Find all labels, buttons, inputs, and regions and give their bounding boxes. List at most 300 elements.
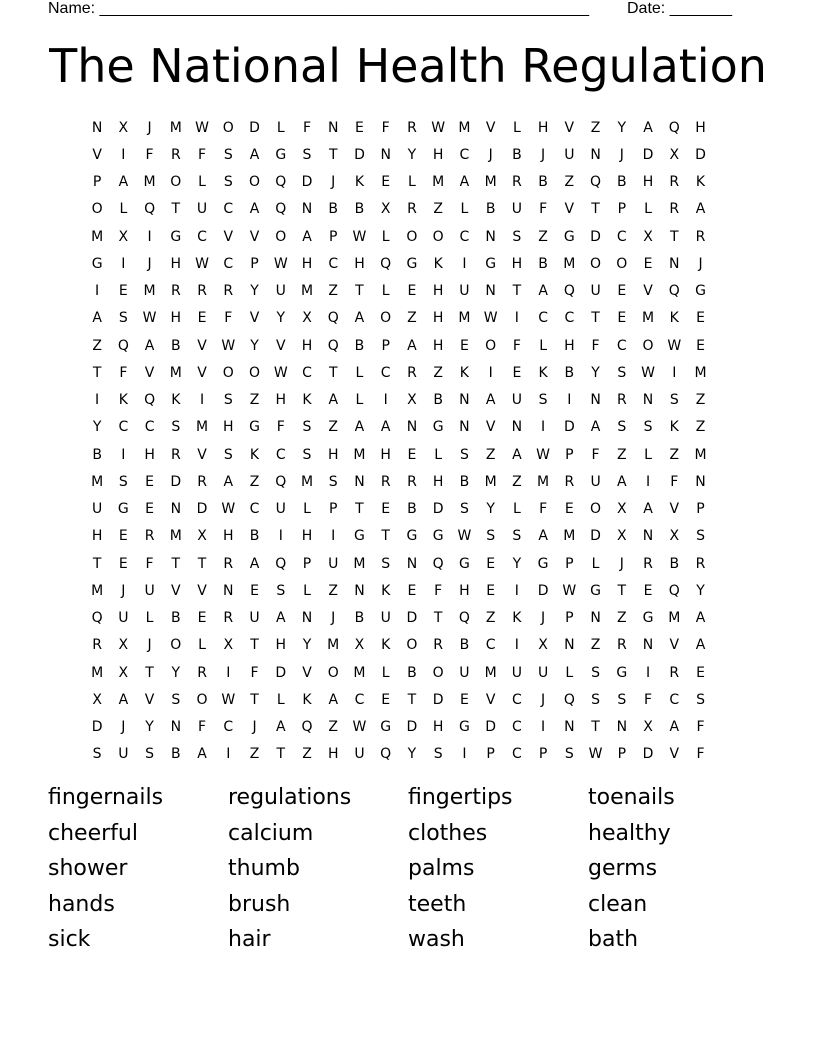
grid-letter: G [458, 555, 470, 572]
grid-letter: T [407, 691, 417, 708]
word-item: regulations [228, 785, 352, 811]
grid-letter: E [118, 283, 128, 300]
grid-letter: K [302, 691, 312, 708]
grid-letter: Y [302, 637, 312, 654]
grid-letter: W [483, 310, 498, 327]
grid-letter: C [485, 637, 496, 654]
grid-letter: C [144, 419, 155, 436]
grid-letter: K [512, 610, 522, 627]
grid-letter: D [406, 719, 418, 736]
grid-letter: H [223, 419, 234, 436]
grid-row [84, 468, 740, 495]
grid-letter: U [354, 746, 365, 763]
grid-letter: H [301, 255, 313, 272]
grid-letter: X [538, 637, 548, 654]
grid-letter: U [511, 392, 522, 409]
grid-letter: S [617, 691, 627, 708]
grid-letter: X [354, 637, 365, 654]
grid-letter: R [197, 664, 207, 681]
grid-letter: P [538, 746, 548, 763]
grid-letter: I [567, 392, 572, 409]
grid-letter: B [669, 555, 680, 572]
grid-letter: H [537, 119, 549, 136]
grid-letter: L [512, 119, 521, 136]
grid-letter: H [223, 528, 234, 545]
grid-letter: D [196, 501, 208, 518]
grid-letter: S [302, 419, 312, 436]
grid-row [84, 169, 740, 196]
grid-letter: Y [512, 555, 522, 572]
grid-letter: H [327, 746, 339, 763]
grid-letter: O [406, 637, 418, 654]
grid-letter: O [170, 174, 182, 191]
grid-letter: J [147, 119, 152, 136]
grid-letter: O [275, 228, 287, 245]
grid-letter: R [616, 392, 627, 409]
grid-letter: X [669, 528, 680, 545]
grid-letter: Z [590, 637, 601, 654]
grid-letter: A [512, 446, 522, 463]
grid-row [84, 332, 740, 359]
grid-letter: C [511, 719, 522, 736]
grid-row [84, 414, 740, 441]
grid-letter: X [669, 146, 680, 163]
grid-letter: O [616, 255, 628, 272]
grid-letter: M [484, 473, 497, 490]
grid-letter: E [617, 283, 627, 300]
grid-letter: W [431, 119, 446, 136]
grid-letter: D [354, 146, 365, 163]
grid-letter: A [275, 610, 286, 627]
grid-row [84, 632, 740, 659]
grid-letter: I [121, 446, 126, 463]
grid-letter: Z [249, 392, 260, 409]
grid-letter: T [250, 637, 259, 654]
grid-letter: W [273, 364, 288, 381]
grid-letter: F [198, 719, 207, 736]
grid-letter: V [302, 664, 312, 681]
grid-letter: J [121, 719, 126, 736]
grid-letter: D [432, 501, 444, 518]
grid-letter: I [645, 664, 651, 681]
grid-letter: U [328, 555, 339, 572]
grid-letter: R [223, 610, 234, 627]
grid-letter: G [432, 419, 444, 436]
word-row [48, 780, 768, 816]
word-item: thumb [228, 856, 300, 882]
grid-letter: E [145, 501, 155, 518]
grid-letter: K [171, 392, 181, 409]
grid-letter: S [118, 473, 128, 490]
grid-letter: S [223, 174, 233, 191]
grid-row [84, 550, 740, 577]
grid-letter: W [195, 119, 209, 136]
grid-letter: Y [486, 501, 495, 518]
grid-letter: C [669, 691, 680, 708]
grid-letter: V [144, 691, 155, 708]
grid-letter: S [459, 446, 469, 463]
grid-letter: T [276, 746, 286, 763]
grid-letter: B [354, 610, 365, 627]
grid-letter: R [512, 174, 522, 191]
grid-letter: N [406, 419, 418, 436]
grid-letter: Q [275, 174, 287, 191]
grid-letter: U [511, 201, 522, 218]
grid-letter: S [512, 228, 522, 245]
grid-letter: A [354, 310, 365, 327]
grid-letter: D [432, 691, 444, 708]
grid-letter: O [249, 364, 261, 381]
grid-letter: X [118, 637, 129, 654]
grid-letter: C [223, 255, 234, 272]
grid-letter: Y [276, 310, 286, 327]
grid-letter: I [95, 283, 100, 300]
grid-letter: N [564, 637, 575, 654]
grid-letter: Z [617, 446, 627, 463]
grid-letter: A [118, 174, 129, 191]
grid-letter: I [514, 637, 519, 654]
grid-letter: T [381, 528, 390, 545]
grid-letter: E [696, 664, 705, 681]
grid-letter: N [170, 501, 182, 518]
grid-letter: V [249, 228, 260, 245]
grid-letter: Z [669, 446, 680, 463]
word-item: fingernails [48, 785, 164, 811]
grid-letter: V [197, 582, 207, 599]
grid-letter: H [432, 337, 444, 354]
grid-letter: R [170, 283, 181, 300]
grid-letter: X [643, 228, 653, 245]
grid-letter: E [696, 337, 705, 354]
grid-letter: S [223, 392, 233, 409]
grid-letter: E [564, 501, 574, 518]
grid-letter: D [642, 146, 654, 163]
grid-letter: J [488, 146, 493, 163]
grid-letter: A [249, 201, 260, 218]
grid-row [84, 686, 740, 713]
grid-letter: F [302, 119, 312, 136]
grid-letter: U [196, 201, 208, 218]
grid-letter: S [118, 310, 128, 327]
grid-letter: V [485, 691, 496, 708]
grid-letter: Q [327, 337, 339, 354]
grid-letter: N [564, 719, 575, 736]
grid-letter: M [537, 473, 550, 490]
grid-letter: I [383, 392, 388, 409]
grid-letter: E [197, 310, 207, 327]
grid-letter: M [458, 310, 471, 327]
grid-letter: E [407, 283, 417, 300]
grid-letter: A [459, 174, 470, 191]
grid-letter: I [121, 255, 126, 272]
grid-letter: S [171, 691, 181, 708]
grid-letter: R [407, 473, 417, 490]
grid-letter: G [485, 255, 497, 272]
grid-letter: G [616, 664, 628, 681]
grid-letter: L [145, 610, 154, 627]
grid-letter: M [143, 283, 156, 300]
grid-letter: V [643, 283, 653, 300]
word-item: toenails [588, 785, 675, 811]
grid-letter: Z [328, 419, 339, 436]
grid-letter: E [407, 582, 417, 599]
grid-letter: U [564, 146, 575, 163]
word-row [48, 816, 768, 852]
grid-letter: I [514, 310, 519, 327]
grid-letter: N [590, 392, 601, 409]
word-row [48, 851, 768, 887]
grid-letter: B [171, 337, 181, 354]
grid-letter: H [301, 337, 313, 354]
grid-letter: A [249, 146, 260, 163]
grid-letter: N [590, 610, 601, 627]
grid-letter: G [537, 555, 549, 572]
grid-letter: I [95, 392, 100, 409]
grid-letter: R [407, 119, 417, 136]
grid-letter: L [303, 582, 311, 599]
grid-letter: T [92, 364, 102, 381]
grid-letter: W [221, 691, 236, 708]
grid-letter: H [275, 392, 287, 409]
grid-letter: L [539, 337, 547, 354]
grid-letter: I [645, 473, 651, 490]
grid-letter: Z [433, 201, 443, 218]
grid-letter: F [670, 473, 679, 490]
grid-letter: E [643, 255, 653, 272]
grid-letter: L [460, 201, 469, 218]
grid-letter: Z [328, 719, 339, 736]
grid-letter: M [300, 283, 314, 300]
grid-letter: L [434, 446, 443, 463]
grid-letter: E [643, 582, 653, 599]
grid-letter: Y [250, 337, 259, 354]
grid-letter: R [170, 146, 181, 163]
grid-letter: V [92, 146, 102, 163]
grid-letter: J [331, 610, 336, 627]
grid-letter: H [170, 310, 182, 327]
grid-letter: H [91, 528, 103, 545]
grid-letter: W [195, 255, 209, 272]
grid-row [84, 141, 740, 168]
grid-letter: W [457, 528, 472, 545]
grid-letter: S [538, 392, 548, 409]
grid-row [84, 250, 740, 277]
grid-letter: A [695, 201, 706, 218]
grid-letter: O [380, 310, 392, 327]
grid-letter: Q [275, 473, 287, 490]
grid-letter: V [564, 201, 575, 218]
grid-letter: B [485, 201, 496, 218]
grid-letter: K [381, 582, 391, 599]
grid-letter: Z [328, 582, 339, 599]
grid-row [84, 114, 740, 141]
word-item: hair [228, 927, 271, 953]
grid-letter: N [511, 419, 523, 436]
grid-letter: I [462, 255, 467, 272]
grid-letter: L [381, 664, 390, 681]
word-item: healthy [588, 820, 671, 846]
grid-letter: X [380, 201, 391, 218]
word-item: brush [228, 891, 291, 917]
grid-letter: X [118, 119, 129, 136]
grid-letter: N [642, 392, 654, 409]
grid-letter: A [643, 119, 653, 136]
grid-row [84, 714, 740, 741]
grid-letter: C [118, 419, 129, 436]
grid-letter: C [380, 364, 391, 381]
grid-letter: N [354, 582, 365, 599]
grid-letter: L [198, 637, 206, 654]
grid-letter: W [641, 364, 655, 381]
grid-letter: J [147, 255, 152, 272]
grid-letter: M [353, 446, 366, 463]
grid-letter: V [171, 582, 181, 599]
grid-letter: F [119, 364, 128, 381]
grid-letter: G [590, 582, 601, 599]
grid-letter: L [355, 392, 364, 409]
grid-letter: M [91, 228, 104, 245]
grid-letter: O [170, 637, 182, 654]
grid-letter: G [458, 719, 470, 736]
grid-letter: P [329, 228, 338, 245]
grid-row [84, 387, 740, 414]
grid-letter: F [591, 337, 600, 354]
grid-letter: U [511, 664, 522, 681]
grid-row [84, 605, 740, 632]
grid-letter: V [669, 637, 680, 654]
grid-letter: A [249, 555, 260, 572]
grid-letter: U [459, 664, 470, 681]
grid-letter: I [121, 146, 126, 163]
grid-letter: R [92, 637, 102, 654]
grid-letter: O [222, 364, 234, 381]
grid-letter: V [485, 419, 496, 436]
grid-letter: D [170, 473, 182, 490]
grid-letter: K [459, 364, 469, 381]
grid-letter: K [381, 637, 391, 654]
date-field-label: Date: _______ [627, 0, 732, 17]
grid-letter: M [432, 174, 445, 191]
grid-letter: W [221, 337, 236, 354]
grid-letter: D [91, 719, 103, 736]
grid-letter: Z [249, 746, 260, 763]
grid-letter: L [512, 501, 521, 518]
grid-row [84, 223, 740, 250]
grid-letter: N [669, 255, 680, 272]
grid-letter: Z [590, 119, 601, 136]
grid-letter: T [328, 364, 338, 381]
grid-letter: C [511, 691, 522, 708]
grid-letter: L [565, 664, 574, 681]
grid-letter: E [459, 337, 469, 354]
grid-letter: F [381, 119, 390, 136]
grid-letter: M [563, 528, 576, 545]
grid-letter: V [669, 746, 680, 763]
grid-letter: T [355, 283, 364, 300]
page-title: The National Health Regulation [49, 39, 767, 93]
grid-letter: M [353, 555, 366, 572]
grid-letter: R [695, 228, 706, 245]
grid-letter: S [591, 664, 601, 681]
grid-letter: H [327, 446, 339, 463]
grid-letter: T [328, 146, 338, 163]
grid-letter: A [118, 691, 129, 708]
grid-letter: Q [590, 174, 602, 191]
grid-letter: U [118, 746, 129, 763]
grid-letter: L [408, 174, 416, 191]
grid-letter: H [275, 637, 287, 654]
grid-letter: R [433, 637, 444, 654]
grid-letter: N [91, 119, 103, 136]
grid-letter: M [91, 664, 104, 681]
grid-letter: F [224, 310, 233, 327]
grid-letter: K [118, 392, 128, 409]
grid-letter: S [433, 746, 443, 763]
grid-letter: A [643, 501, 653, 518]
grid-letter: D [275, 664, 287, 681]
grid-letter: V [197, 337, 207, 354]
grid-letter: A [485, 392, 496, 409]
grid-letter: B [249, 528, 260, 545]
grid-letter: Q [668, 283, 680, 300]
grid-letter: A [407, 337, 417, 354]
grid-letter: A [538, 528, 548, 545]
grid-letter: T [92, 555, 102, 572]
grid-letter: W [142, 310, 157, 327]
grid-letter: H [170, 255, 182, 272]
grid-letter: Q [563, 283, 575, 300]
grid-letter: A [223, 473, 234, 490]
grid-letter: D [249, 119, 260, 136]
grid-letter: E [696, 310, 705, 327]
grid-letter: G [91, 255, 103, 272]
grid-row [84, 496, 740, 523]
grid-letter: E [197, 610, 207, 627]
grid-letter: M [300, 473, 314, 490]
grid-letter: M [641, 310, 655, 327]
grid-letter: A [590, 419, 601, 436]
grid-letter: S [223, 446, 233, 463]
grid-letter: D [642, 746, 654, 763]
grid-letter: P [329, 501, 338, 518]
grid-letter: Y [250, 283, 259, 300]
grid-letter: Q [144, 201, 156, 218]
grid-letter: Z [328, 283, 339, 300]
grid-letter: Z [564, 174, 575, 191]
grid-letter: F [644, 691, 653, 708]
name-field-label: Name: _______________________________________________________ [48, 0, 589, 17]
grid-letter: T [591, 719, 600, 736]
grid-letter: U [275, 501, 286, 518]
grid-letter: X [617, 501, 627, 518]
grid-letter: S [643, 419, 653, 436]
grid-letter: K [695, 174, 706, 191]
grid-letter: A [354, 419, 365, 436]
grid-letter: E [381, 174, 391, 191]
grid-letter: E [459, 691, 469, 708]
grid-letter: P [565, 555, 574, 572]
grid-letter: C [511, 746, 522, 763]
grid-letter: K [433, 255, 443, 272]
grid-letter: C [564, 310, 575, 327]
grid-letter: S [564, 746, 574, 763]
grid-letter: N [327, 119, 339, 136]
grid-letter: A [275, 719, 286, 736]
grid-letter: N [354, 473, 365, 490]
grid-letter: W [562, 582, 577, 599]
grid-letter: M [694, 364, 707, 381]
grid-letter: I [672, 364, 677, 381]
